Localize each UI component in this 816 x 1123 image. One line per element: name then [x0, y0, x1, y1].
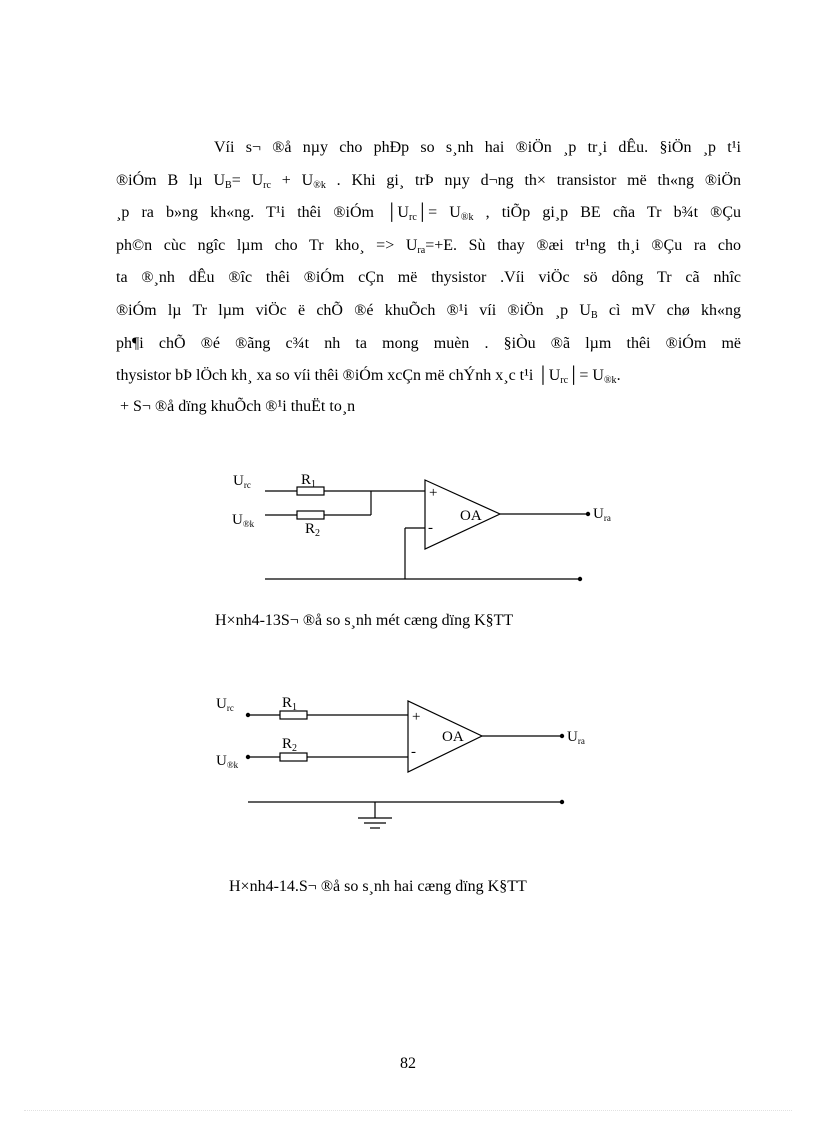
- para-line-2: ®iÓm B lµ $U_B= U_{rc} + U_{®k}$ . Khi gi¸ trÞ nµy d¬ng th× transistor më th«ng ®iÖn: [116, 171, 742, 191]
- fig2-rail-node: [560, 800, 564, 804]
- fig1-label-udk: $U_{®k}$: [232, 512, 255, 529]
- body-paragraph: [116, 132, 741, 393]
- fig2-label-urc: $U_{rc}$: [216, 696, 234, 713]
- figure-1-caption: H×nh4-13S¬ ®å so s¸nh mét cæng dïng K§TT: [215, 612, 514, 629]
- fig2-label-minus: -: [411, 744, 416, 760]
- para-line-3: ¸p ra b»ng kh«ng. T¹i thêi ®iÓm $│U_{rc}│= U_{®k}$ , tiÕp gi¸p BE cña Tr b¾t ®Çu: [116, 204, 742, 224]
- para-line-1: Víi s¬ ®å nµy cho phÐp so s¸nh hai ®iÖn ¸p tr¸i dÊu. §iÖn ¸p t¹i: [214, 139, 741, 156]
- figure-1-circuit: [0, 460, 816, 590]
- page-number: 82: [400, 1055, 416, 1072]
- fig1-resistor-r2: [297, 511, 324, 519]
- figure-2-circuit: [0, 680, 816, 840]
- fig1-label-minus: -: [428, 520, 433, 536]
- fig1-label-r2: $R_2$: [305, 521, 321, 539]
- para-line-4: ph©n cùc ngîc lµm cho Tr kho¸ => $U_{ra}=+E$. Sù thay ®æi tr¹ng th¸i ®Çu ra cho: [116, 236, 742, 256]
- fig2-label-ura: $U_{ra}$: [567, 729, 585, 746]
- fig1-label-urc: $U_{rc}$: [233, 473, 251, 490]
- fig2-input1-node: [246, 713, 250, 717]
- para-line-6: ®iÓm lµ Tr lµm viÖc ë chÕ ®é khuÕch ®¹i víi ®iÖn ¸p $U_B$ cì mV chø kh«ng: [116, 301, 741, 321]
- fig1-rail-node: [578, 577, 582, 581]
- fig1-label-plus: +: [429, 485, 438, 501]
- figure-2-svg: [0, 680, 816, 840]
- footer-dotted-line: [24, 1110, 792, 1111]
- bullet-heading: + S¬ ®å dïng khuÕch ®¹i thuËt to¸n: [120, 398, 356, 415]
- para-line-5: ta ®¸nh dÊu ®îc thêi ®iÓm cÇn më thysistor .Víi viÖc sö dông Tr cã nhîc: [116, 269, 741, 287]
- figure-1-svg: [0, 460, 816, 590]
- fig1-output-node: [586, 512, 590, 516]
- para-line-8: thysistor bÞ lÖch kh¸ xa so víi thêi ®iÓm xcÇn më chÝnh x¸c t¹i $│U_{rc}│= U_{®k}$.: [116, 367, 621, 387]
- fig2-output-node: [560, 734, 564, 738]
- fig2-label-plus: +: [412, 709, 421, 725]
- figure-2-caption: H×nh4-14.S¬ ®å so s¸nh hai cæng dïng K§TT: [229, 878, 527, 895]
- fig2-label-oa: OA: [442, 729, 464, 745]
- fig2-input2-node: [246, 755, 250, 759]
- fig1-label-r1: $R_1$: [301, 472, 317, 490]
- fig2-label-r1: $R_1$: [282, 695, 298, 713]
- fig2-label-udk: $U_{®k}$: [216, 753, 239, 770]
- fig1-label-oa: OA: [460, 508, 482, 524]
- fig2-label-r2: $R_2$: [282, 736, 298, 754]
- para-line-7: ph¶i chÕ ®é ®ãng c¾t nh ta mong muèn . §iÒu ®ã lµm thêi ®iÓm më: [116, 334, 741, 352]
- fig1-label-ura: $U_{ra}$: [593, 506, 611, 523]
- fig2-resistor-r2: [280, 753, 307, 761]
